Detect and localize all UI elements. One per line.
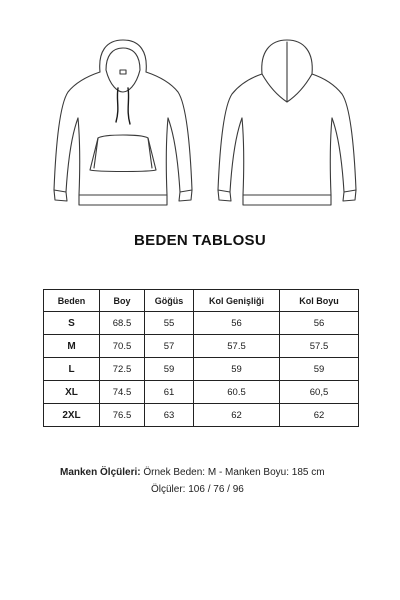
boy-cell: 76.5 bbox=[100, 404, 145, 427]
hoodie-illustrations bbox=[0, 0, 400, 215]
size-cell: S bbox=[44, 312, 100, 335]
model-measurements bbox=[60, 464, 380, 498]
table-header-row bbox=[44, 290, 359, 312]
kol-genisligi-cell: 62 bbox=[194, 404, 280, 427]
size-chart-title: BEDEN TABLOSU bbox=[134, 232, 266, 249]
size-cell: 2XL bbox=[44, 404, 100, 427]
table-row bbox=[44, 312, 359, 335]
kol-boyu-cell: 56 bbox=[280, 312, 359, 335]
boy-cell: 74.5 bbox=[100, 381, 145, 404]
model-line-2: Ölçüler: 106 / 76 / 96 bbox=[151, 484, 244, 495]
table-row bbox=[44, 381, 359, 404]
header-kol-boyu: Kol Boyu bbox=[280, 290, 359, 312]
model-label: Manken Ölçüleri: bbox=[60, 467, 141, 478]
gogus-cell: 59 bbox=[145, 358, 194, 381]
gogus-cell: 63 bbox=[145, 404, 194, 427]
size-table bbox=[43, 289, 359, 427]
kol-boyu-cell: 59 bbox=[280, 358, 359, 381]
header-kol-genisligi: Kol Genişliği bbox=[194, 290, 280, 312]
kol-genisligi-cell: 59 bbox=[194, 358, 280, 381]
boy-cell: 72.5 bbox=[100, 358, 145, 381]
model-line-1 bbox=[60, 464, 380, 481]
kol-genisligi-cell: 56 bbox=[194, 312, 280, 335]
gogus-cell: 55 bbox=[145, 312, 194, 335]
size-cell: XL bbox=[44, 381, 100, 404]
hoodie-front-icon bbox=[48, 30, 198, 210]
kol-genisligi-cell: 60.5 bbox=[194, 381, 280, 404]
size-cell: L bbox=[44, 358, 100, 381]
boy-cell: 70.5 bbox=[100, 335, 145, 358]
kol-boyu-cell: 62 bbox=[280, 404, 359, 427]
table-row bbox=[44, 358, 359, 381]
header-beden: Beden bbox=[44, 290, 100, 312]
table-row bbox=[44, 404, 359, 427]
table-row bbox=[44, 335, 359, 358]
header-gogus: Göğüs bbox=[145, 290, 194, 312]
size-cell: M bbox=[44, 335, 100, 358]
kol-boyu-cell: 57.5 bbox=[280, 335, 359, 358]
model-sample-size: Örnek Beden: M - Manken Boyu: 185 cm bbox=[143, 467, 325, 478]
kol-boyu-cell: 60,5 bbox=[280, 381, 359, 404]
hoodie-back-icon bbox=[212, 30, 362, 210]
kol-genisligi-cell: 57.5 bbox=[194, 335, 280, 358]
gogus-cell: 61 bbox=[145, 381, 194, 404]
header-boy: Boy bbox=[100, 290, 145, 312]
boy-cell: 68.5 bbox=[100, 312, 145, 335]
gogus-cell: 57 bbox=[145, 335, 194, 358]
